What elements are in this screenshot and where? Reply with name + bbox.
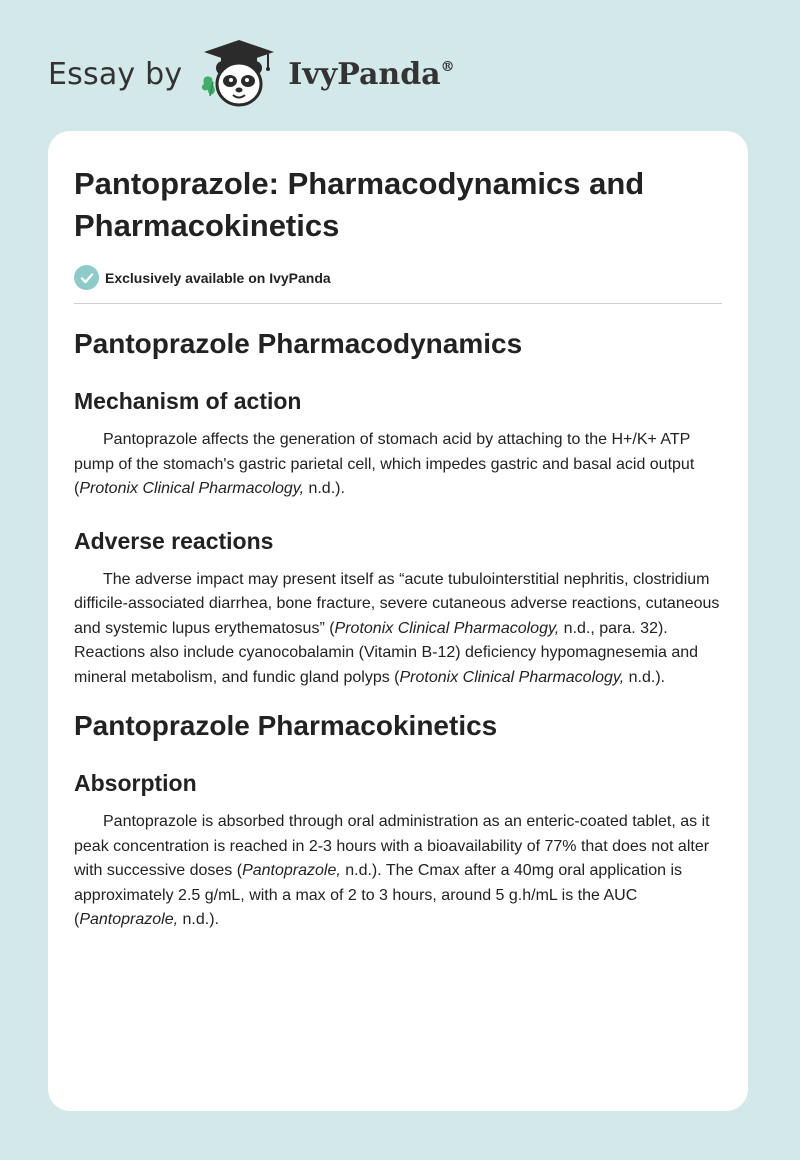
registered-mark: ® bbox=[440, 58, 455, 75]
panda-logo-icon[interactable] bbox=[196, 34, 282, 114]
section-heading-pharmacodynamics: Pantoprazole Pharmacodynamics bbox=[74, 328, 523, 359]
text-run: n.d.). bbox=[624, 668, 666, 686]
page-title: Pantoprazole: Pharmacodynamics and Pharmacokinetics bbox=[74, 166, 645, 243]
citation-italic: Protonix Clinical Pharmacology, bbox=[399, 668, 625, 686]
section-heading-pharmacokinetics: Pantoprazole Pharmacokinetics bbox=[74, 710, 498, 741]
citation-italic: Pantoprazole, bbox=[79, 911, 179, 928]
essay-card bbox=[48, 131, 748, 1111]
subsection-heading-absorption: Absorption bbox=[74, 770, 197, 796]
paragraph-mechanism bbox=[74, 428, 722, 502]
paragraph-absorption bbox=[74, 810, 722, 933]
text-run: The adverse impact may present itself as “acute tubulointerstitial nephritis, clostridium difficile-associated diarrhea, bone fracture, severe cutaneous adverse reactions, cutaneous and systemic lupus erythematosus” ( bbox=[74, 570, 720, 637]
text-run: n.d.). bbox=[304, 480, 345, 497]
exclusive-badge bbox=[74, 265, 722, 304]
text-run: n.d.). The Cmax after a 40mg oral application is approximately 2.5 g/mL, with a max of 2 to 3 hours, around 5 g.h/mL is the AUC ( bbox=[74, 862, 682, 928]
text-run: Pantoprazole is absorbed through oral administration as an enteric-coated tablet, as it peak concentration is reached in 2-3 hours with a bioavailability of 77% that does not alter with successive doses ( bbox=[74, 813, 710, 879]
text-run: n.d., para. 32). Reactions also include cyanocobalamin (Vitamin B-12) deficiency hypomagnesemia and mineral metabolism, and fundic gland polyps ( bbox=[74, 619, 699, 686]
subsection-heading-mechanism: Mechanism of action bbox=[74, 388, 302, 414]
essay-by-label: Essay by bbox=[48, 56, 183, 92]
paragraph-adverse bbox=[74, 568, 722, 691]
brand-label: IvyPanda bbox=[288, 56, 441, 92]
text-run: Pantoprazole affects the generation of stomach acid by attaching to the H+/K+ ATP pump of the stomach's gastric parietal cell, which impedes gastric and basal acid output ( bbox=[74, 431, 695, 497]
subsection-heading-adverse: Adverse reactions bbox=[74, 527, 274, 554]
checkmark-icon bbox=[74, 265, 99, 290]
brand-name[interactable] bbox=[288, 57, 454, 92]
ivy-leaf-icon bbox=[202, 76, 215, 94]
exclusive-label: Exclusively available on IvyPanda bbox=[105, 269, 331, 286]
site-header bbox=[48, 34, 455, 114]
citation-italic: Pantoprazole, bbox=[242, 862, 341, 879]
citation-italic: Protonix Clinical Pharmacology, bbox=[334, 619, 560, 637]
citation-italic: Protonix Clinical Pharmacology, bbox=[79, 480, 305, 497]
text-run: n.d.). bbox=[178, 911, 219, 928]
